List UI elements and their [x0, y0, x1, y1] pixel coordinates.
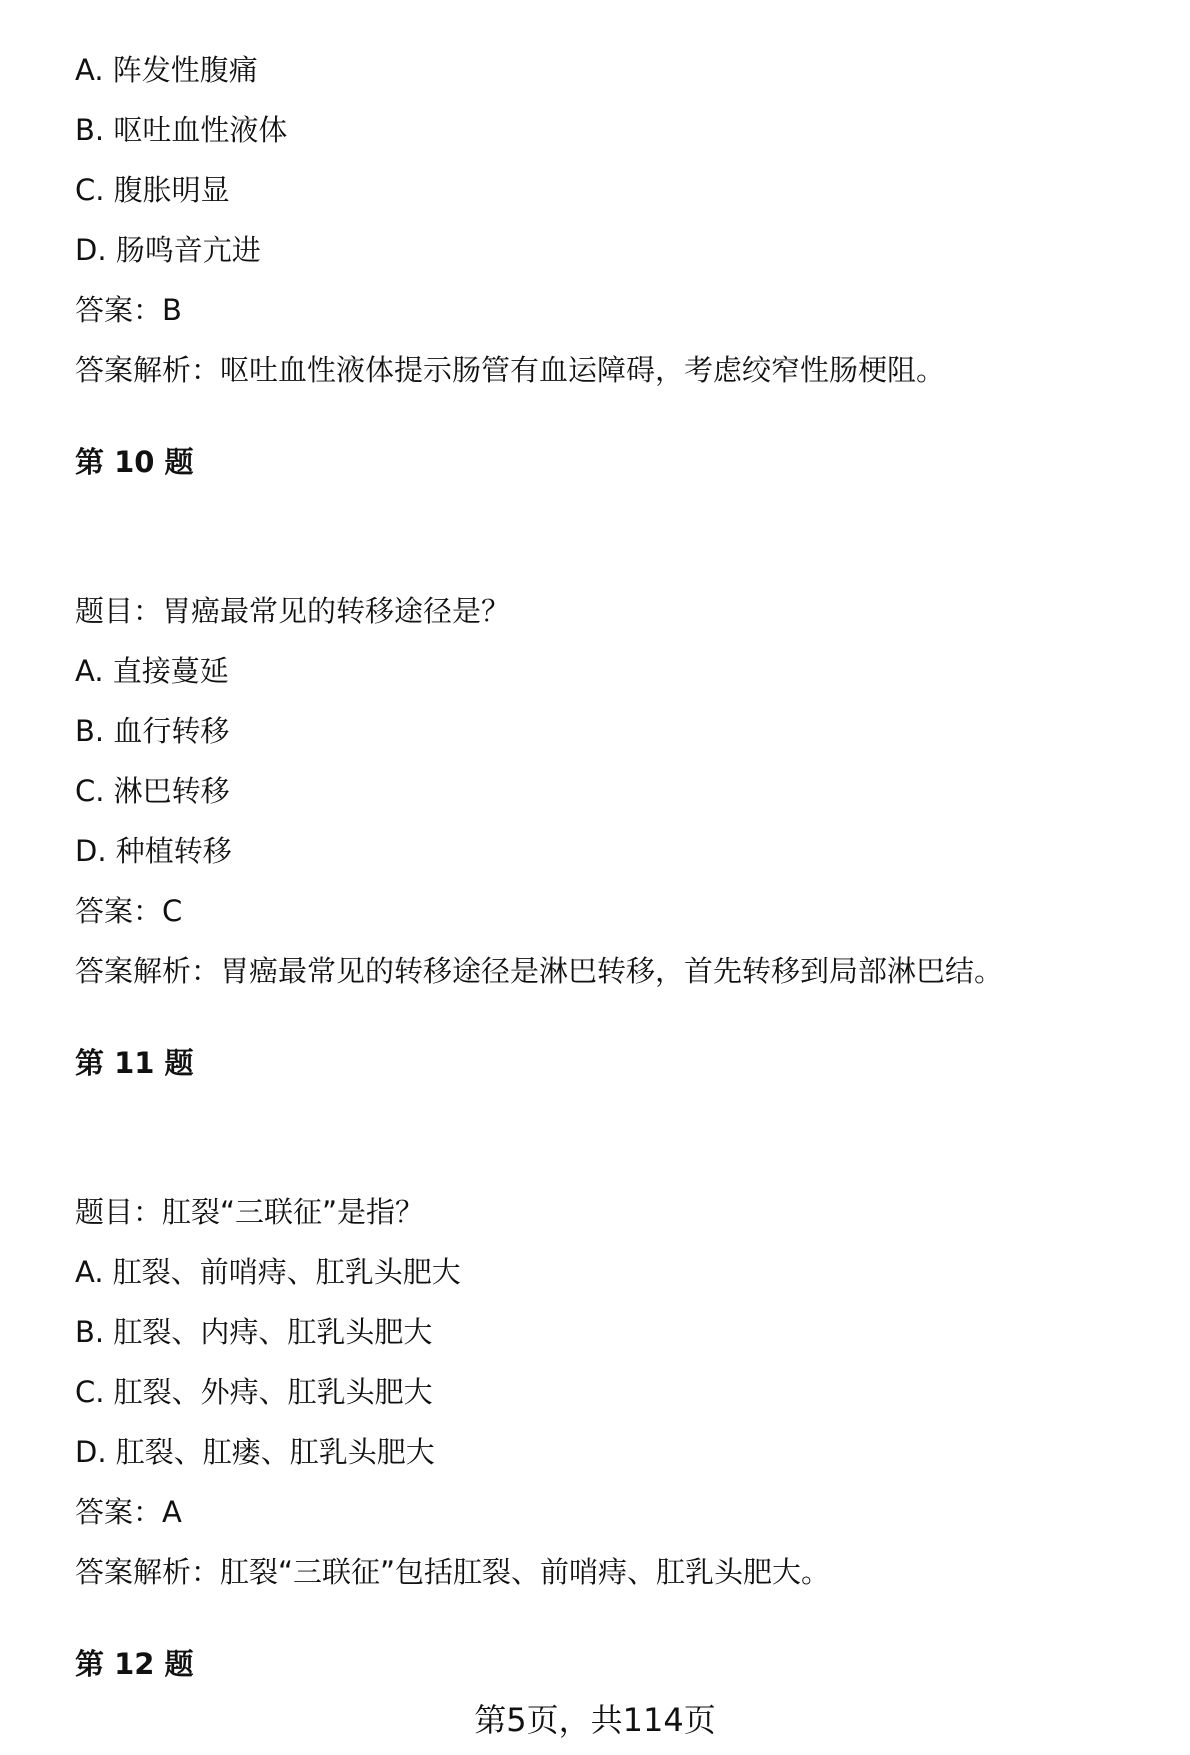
q10-option-c: C. 淋巴转移	[75, 774, 230, 808]
q11-question: 题目：肛裂“三联征”是指？	[75, 1195, 425, 1229]
q11-option-d: D. 肛裂、肛瘘、肛乳头肥大	[75, 1435, 435, 1469]
q11-heading: 第 11 题	[75, 1046, 194, 1080]
q11-answer: 答案：A	[75, 1495, 182, 1529]
q10-answer: 答案：C	[75, 894, 183, 928]
q9-option-a: A. 阵发性腹痛	[75, 53, 258, 87]
q9-explanation: 答案解析：呕吐血性液体提示肠管有血运障碍，考虑绞窄性肠梗阻。	[75, 353, 946, 387]
q10-option-a: A. 直接蔓延	[75, 654, 229, 688]
q10-explanation: 答案解析：胃癌最常见的转移途径是淋巴转移，首先转移到局部淋巴结。	[75, 954, 1004, 988]
q12-heading: 第 12 题	[75, 1647, 194, 1681]
q10-question: 题目：胃癌最常见的转移途径是？	[75, 594, 511, 628]
q11-option-b: B. 肛裂、内痔、肛乳头肥大	[75, 1315, 433, 1349]
q11-explanation: 答案解析：肛裂“三联征”包括肛裂、前哨痔、肛乳头肥大。	[75, 1555, 831, 1589]
q11-option-c: C. 肛裂、外痔、肛乳头肥大	[75, 1375, 433, 1409]
q9-option-d: D. 肠鸣音亢进	[75, 233, 261, 267]
q9-answer: 答案：B	[75, 293, 182, 327]
q10-heading: 第 10 题	[75, 445, 194, 479]
q10-option-d: D. 种植转移	[75, 834, 232, 868]
page-number: 第5页，共114页	[474, 1701, 716, 1739]
q10-option-b: B. 血行转移	[75, 714, 230, 748]
q9-option-c: C. 腹胀明显	[75, 173, 230, 207]
q11-option-a: A. 肛裂、前哨痔、肛乳头肥大	[75, 1255, 461, 1289]
q9-option-b: B. 呕吐血性液体	[75, 113, 288, 147]
